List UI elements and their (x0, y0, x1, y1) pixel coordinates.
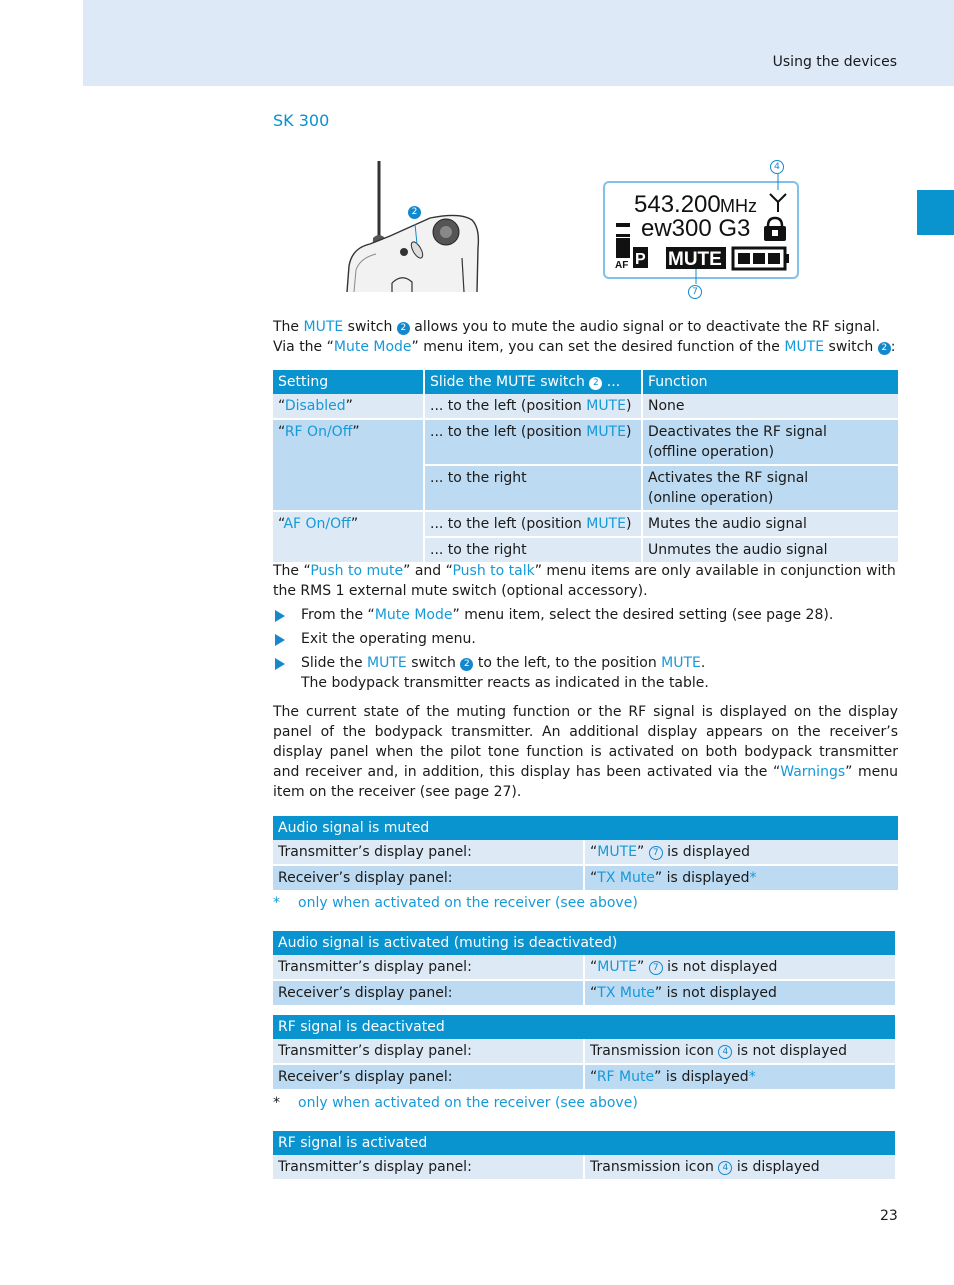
table-header: Audio signal is muted (273, 816, 898, 840)
table-row: Transmitter’s display panel: “MUTE” 7 is not displayed (273, 955, 895, 980)
rf-deactivated-table (273, 1015, 895, 1091)
callout-mute-icon: 7 (649, 846, 663, 860)
push-paragraph: The “Push to mute” and “Push to talk” menu items are only available in conjunction with the RMS 1 external mute switch (optional accessory). (273, 563, 896, 599)
lcd-display-illustration (600, 158, 805, 307)
table-row: “Disabled” ... to the left (position MUTE) None (273, 394, 898, 419)
switch-number-icon: 2 (589, 377, 602, 390)
switch-number-icon: 2 (460, 658, 473, 671)
table-row: Receiver’s display panel: “TX Mute” is displayed* (273, 865, 898, 891)
table-header: RF signal is activated (273, 1131, 895, 1155)
bullet-arrow-icon (275, 610, 285, 622)
callout-transmission-icon: 4 (770, 160, 784, 174)
table-row: ... to the right Unmutes the audio signal (273, 537, 898, 563)
state-paragraph: The current state of the muting function or the RF signal is displayed on the display panel of the bodypack transmitter. An additional display appears on the receiver’s display panel when the pilot tone function is activated on both bodypack transmitter and receiver and, in addition, this display has been activated via the “Warnings” menu item on the receiver (see page 27). (273, 704, 898, 800)
rf-activated-table (273, 1131, 895, 1181)
callout-mute-icon: 7 (649, 961, 663, 975)
callout-transmission-icon: 4 (718, 1161, 732, 1175)
table-row: “RF On/Off” ... to the left (position MUTE) Deactivates the RF signal (offline operation) (273, 419, 898, 465)
lcd-mute: MUTE (668, 249, 722, 270)
header-band (83, 0, 954, 86)
footnote: * only when activated on the receiver (see above) (273, 1095, 638, 1111)
table-row: Transmitter’s display panel: “MUTE” 7 is displayed (273, 840, 898, 865)
list-item: Exit the operating menu. (273, 629, 898, 653)
table-row: “AF On/Off” ... to the left (position MUTE) Mutes the audio signal (273, 511, 898, 537)
running-header: Using the devices (772, 54, 897, 70)
list-item: From the “Mute Mode” menu item, select the desired setting (see page 28). (273, 605, 898, 629)
audio-activated-table (273, 931, 895, 1007)
instruction-steps (273, 605, 898, 697)
table-header: Audio signal is activated (muting is deactivated) (273, 931, 895, 955)
intro-paragraph: The MUTE switch 2 allows you to mute the audio signal or to deactivate the RF signal. Via the “Mute Mode” menu item, you can set the desired function of the MUTE switch 2 : (273, 319, 896, 355)
lcd-unit: MHz (720, 196, 757, 216)
col-setting: Setting (273, 370, 424, 394)
table-row: Transmitter’s display panel: Transmission icon 4 is displayed (273, 1155, 895, 1180)
table-row: ... to the right Activates the RF signal (online operation) (273, 465, 898, 511)
table-row: Receiver’s display panel: “RF Mute” is displayed* (273, 1064, 895, 1090)
audio-muted-table (273, 816, 898, 892)
col-function: Function (642, 370, 898, 394)
bullet-arrow-icon (275, 658, 285, 670)
switch-number-icon: 2 (397, 322, 410, 335)
section-title: SK 300 (273, 111, 330, 130)
lcd-af: AF (615, 260, 629, 271)
list-item: Slide the MUTE switch 2 to the left, to the position MUTE. The bodypack transmitter reacts as indicated in the table. (273, 653, 898, 697)
col-slide: Slide the MUTE switch 2 ... (424, 370, 642, 394)
callout-mute-icon: 7 (688, 285, 702, 299)
bodypack-transmitter-illustration (340, 158, 485, 298)
table-row: Receiver’s display panel: “TX Mute” is not displayed (273, 980, 895, 1006)
mute-settings-table (273, 370, 898, 564)
callout-switch-icon: 2 (408, 206, 421, 219)
table-header: RF signal is deactivated (273, 1015, 895, 1039)
switch-number-icon: 2 (878, 342, 891, 355)
footnote: * only when activated on the receiver (see above) (273, 895, 638, 911)
page-number: 23 (880, 1208, 898, 1224)
lcd-frequency: 543.200 (634, 191, 721, 218)
chapter-tab (917, 190, 954, 235)
lcd-p: P (635, 251, 646, 268)
callout-transmission-icon: 4 (718, 1045, 732, 1059)
bullet-arrow-icon (275, 634, 285, 646)
table-row: Transmitter’s display panel: Transmission icon 4 is not displayed (273, 1039, 895, 1064)
lcd-name: ew300 G3 (641, 215, 751, 242)
